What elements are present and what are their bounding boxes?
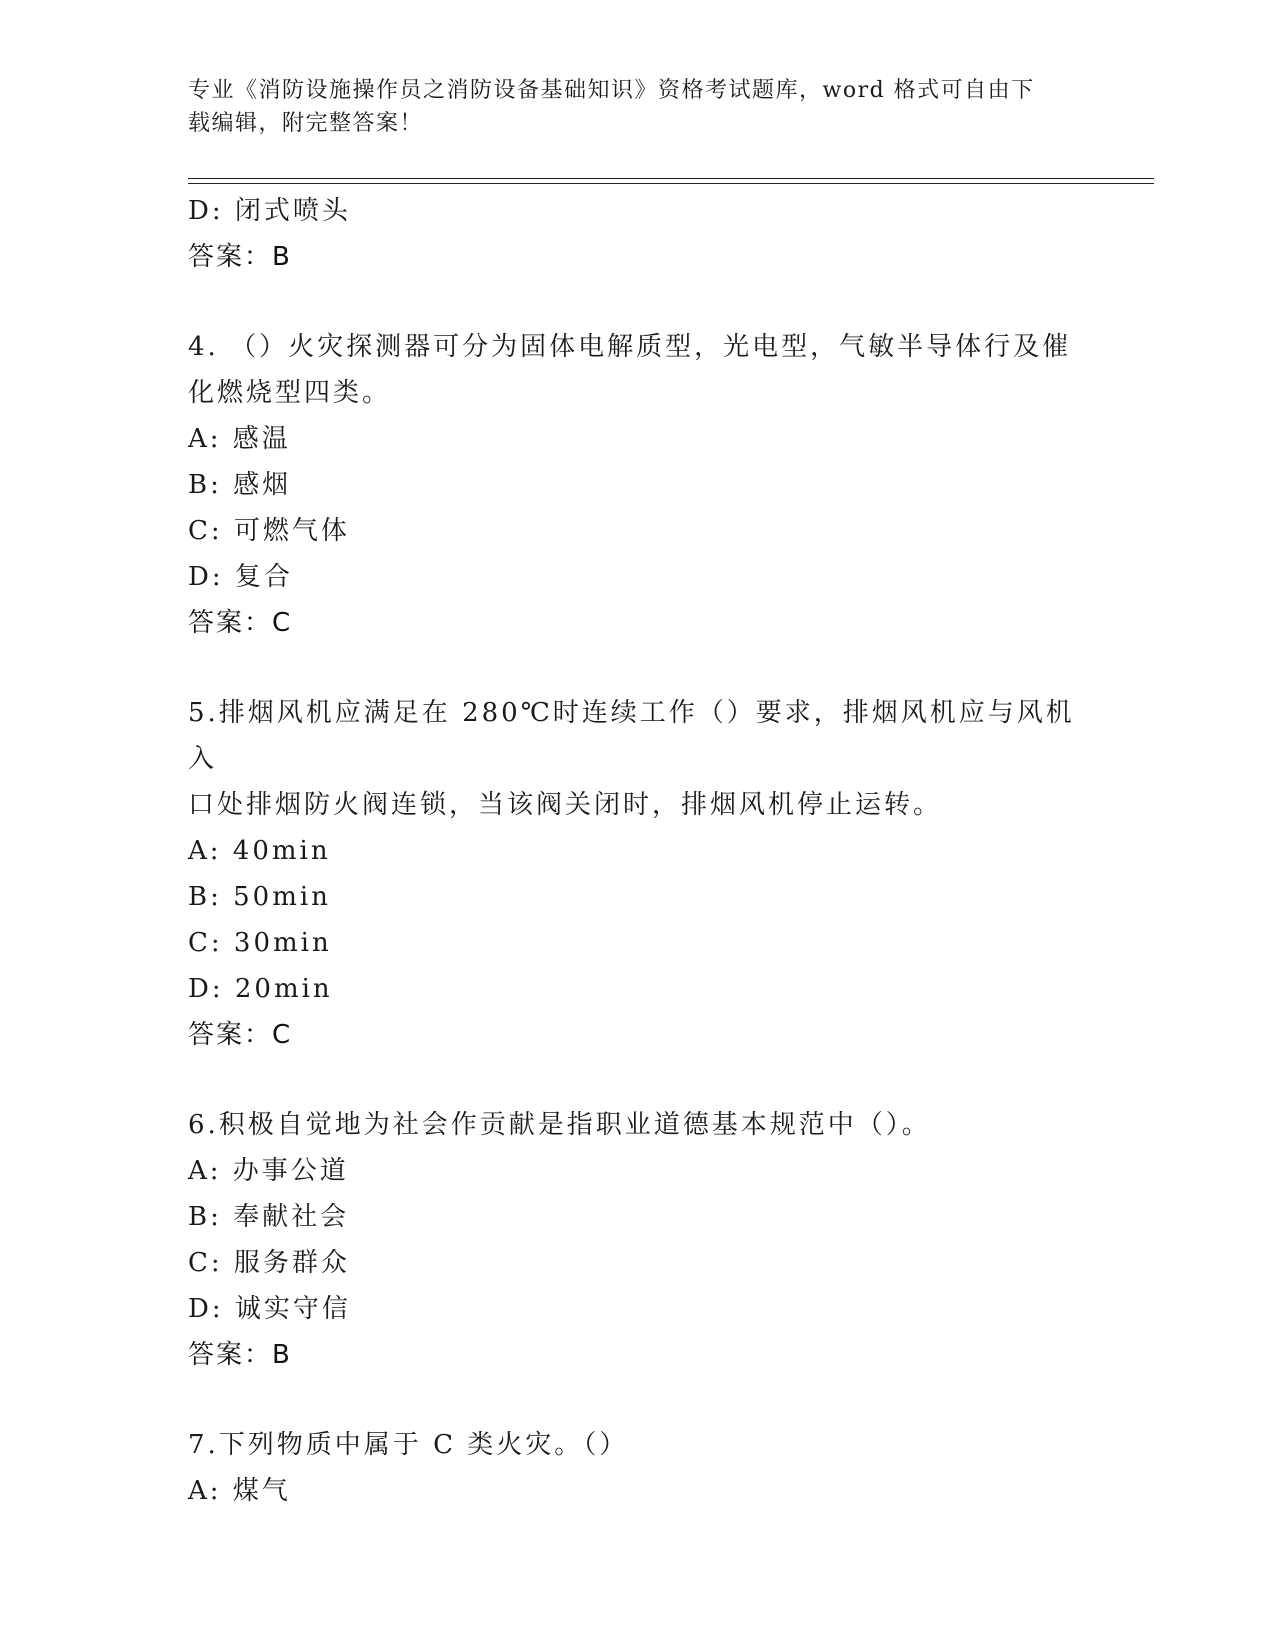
option-b: B: 奉献社会 xyxy=(188,1202,350,1232)
option-c: C: 服务群众 xyxy=(188,1248,350,1278)
header-line-2: 载编辑，附完整答案！ xyxy=(188,111,424,136)
option-c: C: 30min xyxy=(188,928,332,958)
option-a: A: 40min xyxy=(188,836,331,866)
question-5 xyxy=(188,690,1088,1058)
question-list xyxy=(188,188,1088,1514)
question-text: 化燃烧型四类。 xyxy=(188,378,392,408)
option-d: D: 20min xyxy=(188,974,333,1004)
option-b: B: 50min xyxy=(188,882,331,912)
header-divider-top xyxy=(188,178,1154,179)
header-divider-bottom xyxy=(188,183,1154,184)
answer: 答案：C xyxy=(188,608,293,638)
question-4 xyxy=(188,324,1088,646)
option-d: D: 闭式喷头 xyxy=(188,196,351,226)
option-a: A: 煤气 xyxy=(188,1476,291,1506)
question-6 xyxy=(188,1102,1088,1378)
question-text: 7.下列物质中属于 C 类火灾。（） xyxy=(188,1430,629,1460)
question-7 xyxy=(188,1422,1088,1514)
answer: 答案：C xyxy=(188,1020,293,1050)
page-header xyxy=(188,74,1088,140)
answer: 答案：B xyxy=(188,242,292,272)
option-a: A: 感温 xyxy=(188,424,291,454)
option-b: B: 感烟 xyxy=(188,470,292,500)
answer: 答案：B xyxy=(188,1340,292,1370)
question-text: 6.积极自觉地为社会作贡献是指职业道德基本规范中（）。 xyxy=(188,1110,931,1140)
option-d: D: 诚实守信 xyxy=(188,1294,351,1324)
question-text: 口处排烟防火阀连锁，当该阀关闭时，排烟风机停止运转。 xyxy=(188,790,943,820)
option-c: C: 可燃气体 xyxy=(188,516,350,546)
header-line-1: 专业《消防设施操作员之消防设备基础知识》资格考试题库，word 格式可自由下 xyxy=(188,78,1035,103)
question-text: 5.排烟风机应满足在 280℃时连续工作（）要求，排烟风机应与风机入 xyxy=(188,698,1075,774)
option-d: D: 复合 xyxy=(188,562,293,592)
option-a: A: 办事公道 xyxy=(188,1156,349,1186)
question-text: 4. （）火灾探测器可分为固体电解质型，光电型，气敏半导体行及催 xyxy=(188,332,1072,362)
